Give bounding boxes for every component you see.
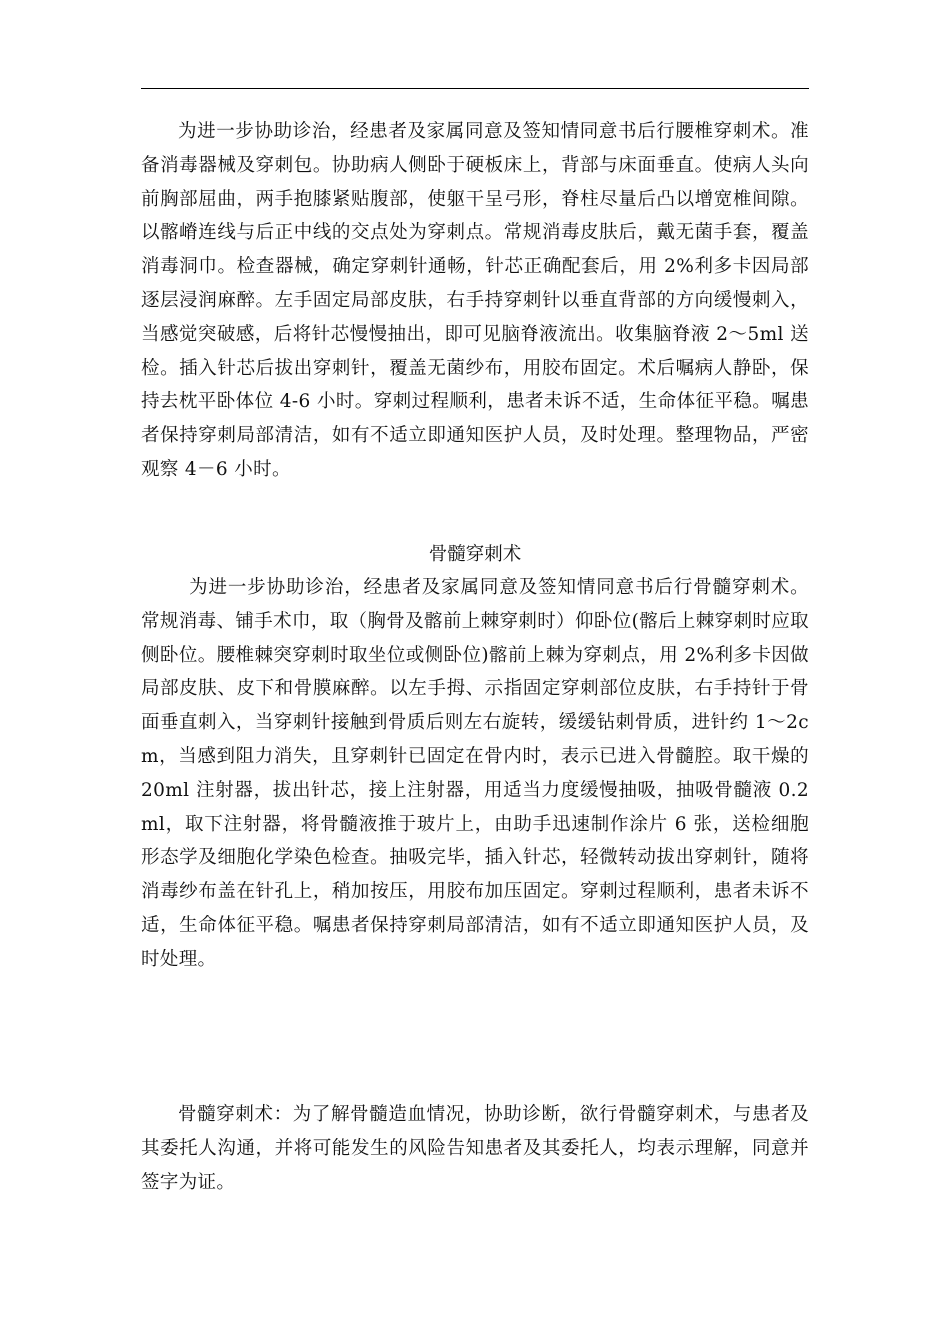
bone-marrow-consent-paragraph: 骨髓穿刺术：为了解骨髓造血情况，协助诊断，欲行骨髓穿刺术，与患者及其委托人沟通，并将可能发生的风险告知患者及其委托人，均表示理解，同意并签字为证。 (141, 1104, 809, 1193)
bone-marrow-section-title: 骨髓穿刺术 (428, 544, 522, 565)
bone-marrow-puncture-paragraph: 为进一步协助诊治，经患者及家属同意及签知情同意书后行骨髓穿刺术。常规消毒、铺手术巾，取（胸骨及髂前上棘穿刺时）仰卧位(髂后上棘穿刺时应取侧卧位。腰椎棘突穿刺时取坐位或侧卧位)髂前上棘为穿刺点，用 2%利多卡因做局部皮肤、皮下和骨膜麻醉。以左手拇、示指固定穿刺部位皮肤，右手持针于骨面垂直刺入，当穿刺针接触到骨质后则左右旋转，缓缓钻刺骨质，进针约 1～2cm，当感到阻力消失，且穿刺针已固定在骨内时，表示已进入骨髓腔。取干燥的 20ml 注射器，拔出针芯，接上注射器，用适当力度缓慢抽吸，抽吸骨髓液 0.2ml，取下注射器，将骨髓液推于玻片上，由助手迅速制作涂片 6 张，送检细胞形态学及细胞化学染色检查。抽吸完毕，插入针芯，轻微转动拔出穿刺针，随将消毒纱布盖在针孔上，稍加按压，用胶布加压固定。穿刺过程顺利，患者未诉不适，生命体征平稳。嘱患者保持穿刺局部清洁，如有不适立即通知医护人员，及时处理。 (141, 577, 809, 970)
lumbar-puncture-paragraph: 为进一步协助诊治，经患者及家属同意及签知情同意书后行腰椎穿刺术。准备消毒器械及穿刺包。协助病人侧卧于硬板床上，背部与床面垂直。使病人头向前胸部屈曲，两手抱膝紧贴腹部，使躯干呈弓形，脊柱尽量后凸以增宽椎间隙。以髂嵴连线与后正中线的交点处为穿刺点。常规消毒皮肤后，戴无菌手套，覆盖消毒洞巾。检查器械，确定穿刺针通畅，针芯正确配套后，用 2%利多卡因局部逐层浸润麻醉。左手固定局部皮肤，右手持穿刺针以垂直背部的方向缓慢刺入，当感觉突破感，后将针芯慢慢抽出，即可见脑脊液流出。收集脑脊液 2～5ml 送检。插入针芯后拔出穿刺针，覆盖无菌纱布，用胶布固定。术后嘱病人静卧，保持去枕平卧体位 4-6 小时。穿刺过程顺利，患者未诉不适，生命体征平稳。嘱患者保持穿刺局部清洁，如有不适立即通知医护人员，及时处理。整理物品，严密观察 4－6 小时。 (141, 121, 809, 480)
header-rule (141, 88, 809, 89)
